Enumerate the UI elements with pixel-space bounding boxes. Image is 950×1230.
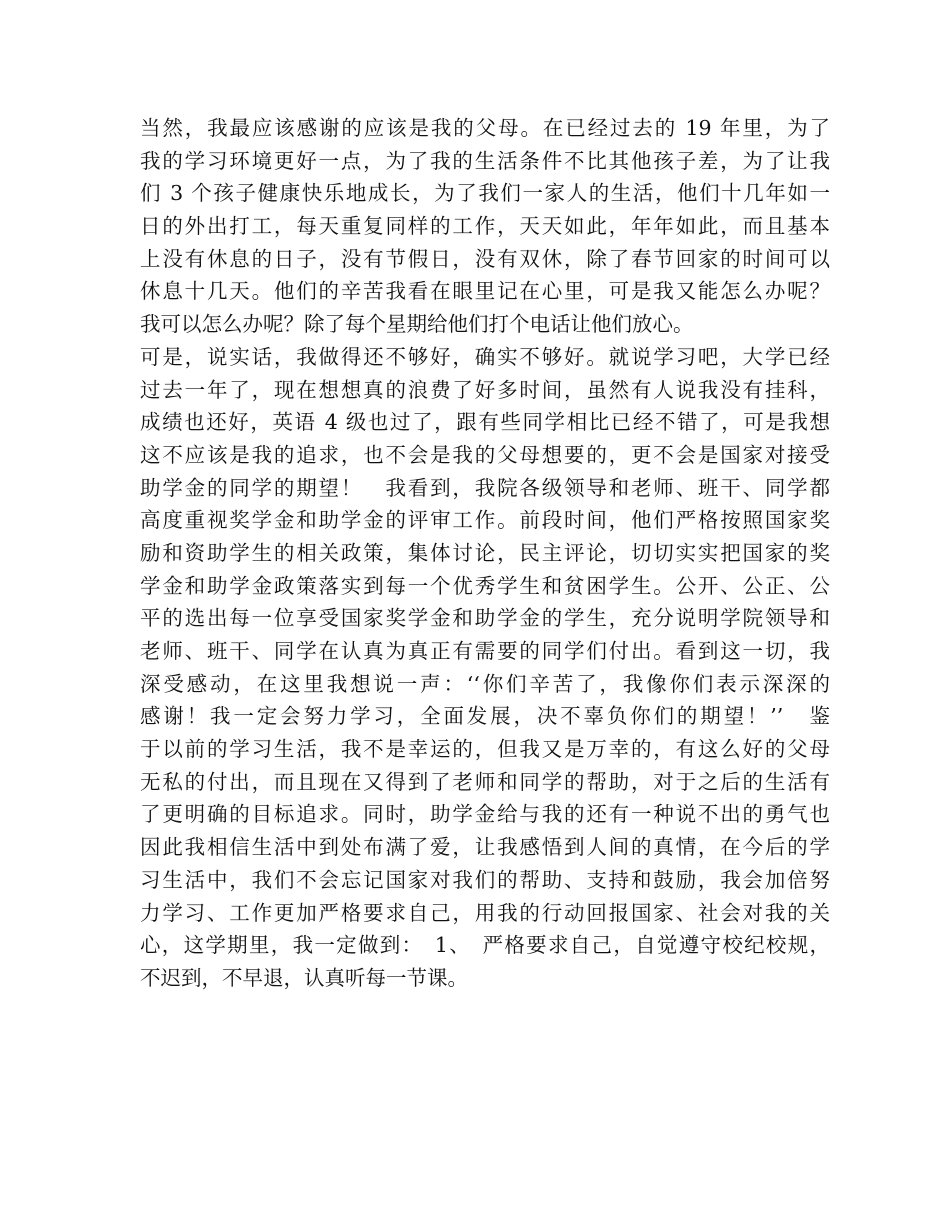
text-line-11: 这不应该是我的追求，也不会是我的父母想要的，更不会是国家对接受	[140, 442, 830, 467]
text-line-14: 励和资助学生的相关政策，集体讨论，民主评论，切切实实把国家的奖	[140, 540, 830, 565]
text-line-16: 平的选出每一位享受国家奖学金和助学金的学生，充分说明学院领导和	[140, 606, 830, 631]
text-line-26: 心，这学期里，我一定做到： 1、 严格要求自己，自觉遵守校纪校规，	[140, 933, 830, 958]
text-line-15: 学金和助学金政策落实到每一个优秀学生和贫困学生。公开、公正、公	[140, 573, 830, 598]
text-line-19: 感谢！我一定会努力学习，全面发展，决不辜负你们的期望！’’ 鉴	[140, 704, 830, 729]
text-line-9: 过去一年了，现在想想真的浪费了好多时间，虽然有人说我没有挂科，	[140, 377, 830, 402]
text-line-17: 老师、班干、同学在认真为真正有需要的同学们付出。看到这一切，我	[140, 639, 830, 663]
text-line-10: 成绩也还好，英语 4 级也过了，跟有些同学相比已经不错了，可是我想	[140, 410, 830, 435]
text-line-27: 不迟到，不早退，认真听每一节课。	[140, 965, 468, 990]
text-line-6: 休息十几天。他们的辛苦我看在眼里记在心里，可是我又能怎么办呢？	[140, 279, 830, 304]
text-line-20: 于以前的学习生活，我不是幸运的，但我又是万幸的，有这么好的父母	[140, 737, 830, 762]
text-line-7: 我可以怎么办呢？除了每个星期给他们打个电话让他们放心。	[140, 312, 694, 337]
text-line-21: 无私的付出，而且现在又得到了老师和同学的帮助，对于之后的生活有	[140, 769, 830, 794]
text-line-22: 了更明确的目标追求。同时，助学金给与我的还有一种说不出的勇气也	[140, 802, 830, 827]
text-line-5: 上没有休息的日子，没有节假日，没有双休，除了春节回家的时间可以	[140, 246, 830, 271]
text-line-24: 习生活中，我们不会忘记国家对我们的帮助、支持和鼓励，我会加倍努	[140, 867, 830, 892]
text-line-25: 力学习、工作更加严格要求自己，用我的行动回报国家、社会对我的关	[140, 900, 830, 925]
text-line-12: 助学金的同学的期望！ 我看到，我院各级领导和老师、班干、同学都	[140, 475, 830, 500]
text-line-3: 们 3 个孩子健康快乐地成长，为了我们一家人的生活，他们十几年如一	[140, 181, 830, 206]
text-line-2: 我的学习环境更好一点，为了我的生活条件不比其他孩子差，为了让我	[140, 148, 830, 173]
document-body	[140, 112, 830, 995]
text-line-13: 高度重视奖学金和助学金的评审工作。前段时间，他们严格按照国家奖	[140, 508, 830, 533]
text-line-8: 可是，说实话，我做得还不够好，确实不够好。就说学习吧，大学已经	[140, 344, 830, 369]
text-line-1: 当然，我最应该感谢的应该是我的父母。在已经过去的 19 年里，为了	[140, 116, 830, 140]
text-line-18: 深受感动，在这里我想说一声：‘‘你们辛苦了，我像你们表示深深的	[140, 671, 830, 696]
text-line-23: 因此我相信生活中到处布满了爱，让我感悟到人间的真情，在今后的学	[140, 835, 830, 860]
text-line-4: 日的外出打工，每天重复同样的工作，天天如此，年年如此，而且基本	[140, 214, 830, 239]
